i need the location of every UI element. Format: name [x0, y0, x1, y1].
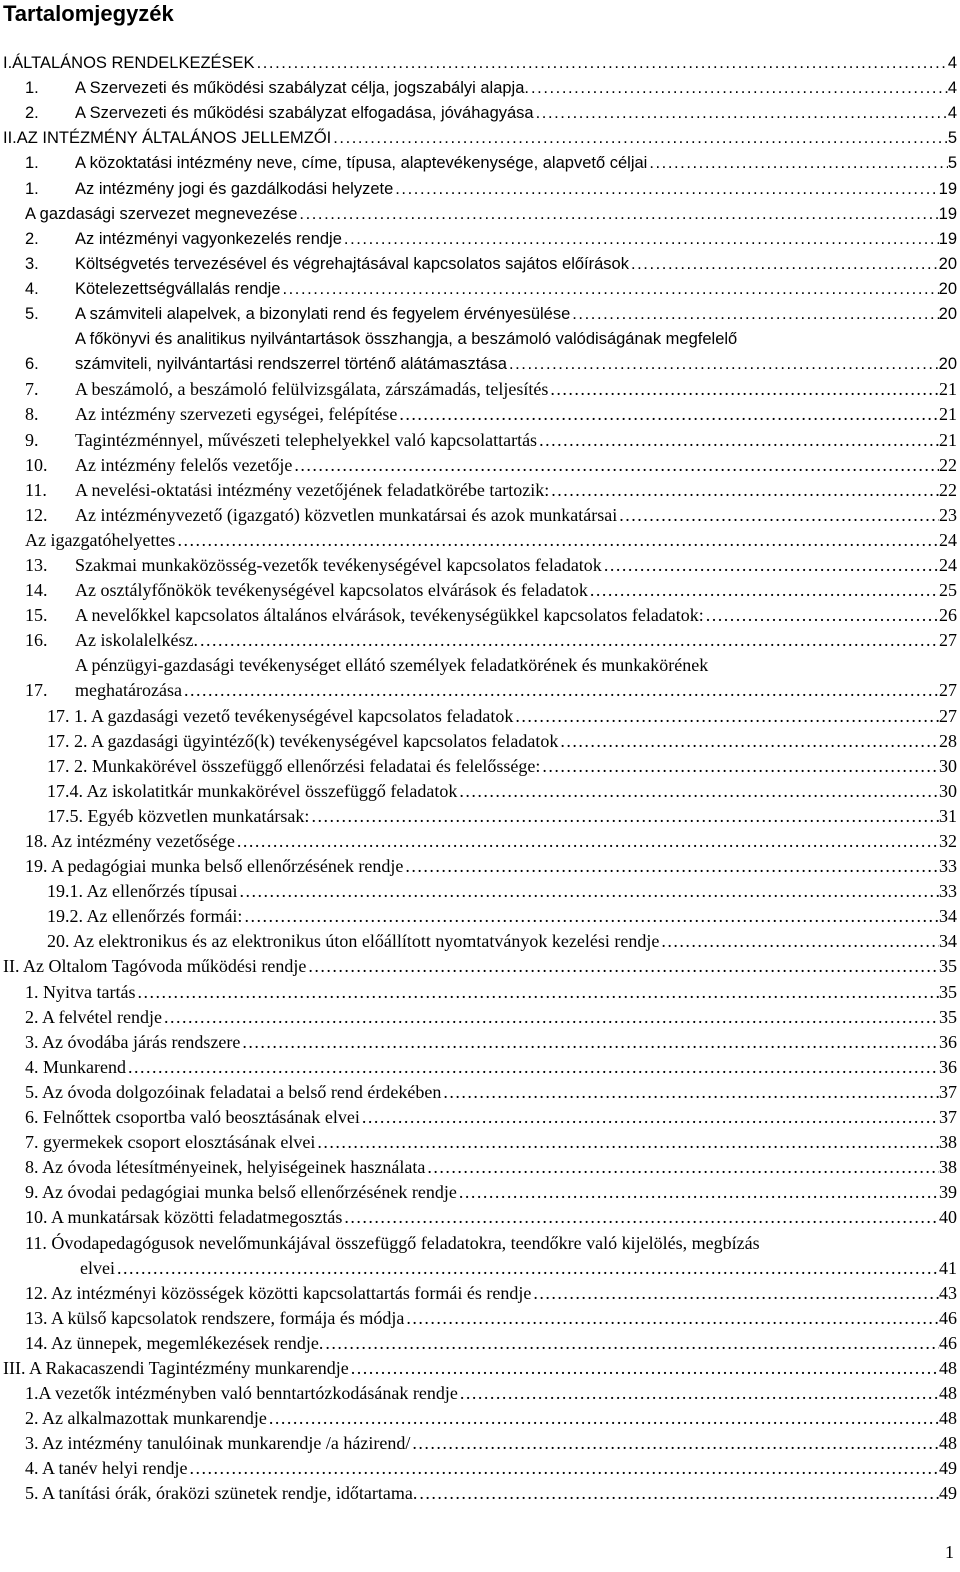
toc-entry[interactable] — [0, 703, 960, 728]
dot-leader — [309, 804, 939, 829]
toc-entry-page: 20 — [938, 279, 957, 298]
dot-leader — [513, 704, 939, 729]
toc-entry-text: A nevelőkkel kapcsolatos általános elvárások, tevékenységükkel kapcsolatos feladatok: — [75, 605, 704, 626]
toc-entry-page: 20 — [938, 254, 957, 273]
toc-entry-page: 36 — [939, 1056, 957, 1077]
toc-entry[interactable] — [0, 126, 960, 151]
toc-entry-text: 20. Az elektronikus és az elektronikus úton előállított nyomtatványok kezelési rendje — [47, 931, 660, 952]
toc-entry[interactable] — [0, 854, 960, 879]
toc-entry-text: A nevelési-oktatási intézmény vezetőjének feladatkörébe tartozik: — [75, 479, 550, 500]
toc-entry-page: 34 — [939, 931, 957, 952]
toc-entry-number: I. — [3, 54, 13, 73]
dot-leader — [537, 428, 939, 453]
toc-entry-number: 15. — [25, 605, 48, 626]
toc-entry-page: 23 — [939, 504, 957, 525]
toc-entry-number: 3. — [25, 254, 39, 273]
dot-leader — [588, 578, 939, 603]
dot-leader — [425, 1155, 939, 1180]
toc-entry-text: Az intézményvezető (igazgató) közvetlen munkatársai és azok munkatársai — [75, 504, 618, 525]
toc-entry-number: 11. — [25, 479, 47, 500]
toc-entry-page: 46 — [939, 1332, 957, 1353]
dot-leader — [659, 929, 939, 954]
dot-leader — [647, 151, 947, 176]
toc-entry-text: 1.A vezetők intézményben való benntartózkodásának rendje — [25, 1383, 458, 1404]
toc-entry-text: A közoktatási intézmény neve, címe, típusa, alaptevékenysége, alapvető céljai — [75, 154, 648, 173]
toc-entry-number: 6. — [25, 355, 39, 374]
toc-entry-text: Tagintézménnyel, művészeti telephelyekkel való kapcsolattartás — [75, 429, 538, 450]
toc-entry-page: 41 — [939, 1257, 957, 1278]
toc-entry-page: 20 — [938, 305, 957, 324]
dot-leader — [629, 252, 939, 277]
dot-leader — [323, 1331, 939, 1356]
toc-entry-page: 24 — [939, 529, 957, 550]
toc-entry-page: 21 — [939, 429, 957, 450]
dot-leader — [441, 1080, 939, 1105]
toc-entry-text: Kötelezettségvállalás rendje — [75, 279, 281, 298]
toc-entry-page: 28 — [939, 730, 957, 751]
toc-entry-number: 5. — [25, 305, 39, 324]
toc-entry-text: 18. Az intézmény vezetősége — [25, 831, 235, 851]
toc-entry[interactable] — [0, 553, 960, 578]
toc-entry[interactable] — [0, 528, 960, 553]
toc-entry[interactable] — [0, 427, 960, 452]
toc-entry-text: 3. Az intézmény tanulóinak munkarendje /a házirend/ — [25, 1433, 411, 1454]
toc-entry-page: 31 — [939, 805, 957, 826]
dot-leader — [529, 76, 948, 101]
dot-leader — [267, 1406, 939, 1431]
toc-entry-page: 4 — [947, 79, 957, 98]
toc-entry-text: 17. 2. Munkakörével összefüggő ellenőrzési feladatai és felelőssége: — [47, 755, 541, 776]
toc-entry-text: 2. Az alkalmazottak munkarendje — [25, 1408, 267, 1429]
toc-entry-text: 14. Az ünnepek, megemlékezések rendje. — [25, 1332, 324, 1353]
toc-entry[interactable] — [0, 804, 960, 829]
dot-leader — [534, 101, 948, 126]
toc-entry-text: A főkönyvi és analitikus nyilvántartások összhangja, a beszámoló valódiságának megfelelő — [75, 330, 738, 349]
toc-entry-text: 3. Az óvodába járás rendszere — [25, 1031, 241, 1052]
toc-entry-text: A számviteli alapelvek, a bizonylati rend és fegyelem érvényesülése — [75, 305, 571, 324]
toc-entry[interactable] — [0, 503, 960, 528]
toc-entry[interactable] — [0, 1180, 960, 1205]
dot-leader — [342, 227, 939, 252]
toc-entry-text-continued: meghatározása — [75, 680, 182, 701]
toc-entry[interactable] — [0, 729, 960, 754]
toc-entry-text: 17.5. Egyéb közvetlen munkatársak: — [47, 805, 310, 826]
toc-entry-page: 48 — [939, 1357, 957, 1378]
toc-entry[interactable] — [0, 176, 960, 201]
toc-entry-page: 19 — [938, 204, 957, 223]
toc-entry-text: Az igazgatóhelyettes — [25, 529, 176, 550]
dot-leader — [617, 503, 939, 528]
toc-entry-page: 35 — [939, 981, 957, 1002]
dot-leader — [292, 453, 939, 478]
toc-entry[interactable] — [0, 1155, 960, 1180]
dot-leader — [410, 1431, 939, 1456]
toc-entry-page: 34 — [939, 906, 957, 927]
toc-entry-page: 27 — [939, 680, 957, 701]
toc-entry[interactable] — [0, 1080, 960, 1105]
toc-entry-text: Az osztályfőnökök tevékenységével kapcsolatos elvárások és feladatok — [75, 580, 588, 601]
dot-leader — [507, 352, 939, 377]
toc-entry[interactable] — [0, 51, 960, 76]
toc-entry[interactable] — [0, 879, 960, 904]
toc-entry-number: 4. — [25, 279, 39, 298]
toc-entry-number: 9. — [25, 429, 39, 450]
toc-entry[interactable] — [0, 478, 960, 503]
toc-entry-number: 14. — [25, 580, 48, 601]
toc-entry[interactable] — [0, 1356, 960, 1381]
dot-leader — [403, 854, 939, 879]
dot-leader — [457, 779, 939, 804]
toc-entry-text: A beszámoló, a beszámoló felülvizsgálata, zárszámadás, teljesítés — [75, 379, 549, 400]
toc-entry-number: 16. — [25, 630, 48, 651]
dot-leader — [162, 1005, 939, 1030]
toc-entry[interactable] — [0, 578, 960, 603]
toc-entry-text: A Szervezeti és működési szabályzat elfogadása, jóváhagyása — [75, 104, 534, 123]
toc-entry[interactable] — [0, 151, 960, 176]
dot-leader — [531, 1281, 939, 1306]
toc-list — [0, 51, 960, 1506]
toc-entry[interactable] — [0, 829, 960, 854]
toc-entry-number: 1. — [25, 154, 39, 173]
dot-leader — [126, 1055, 939, 1080]
toc-entry-page: 27 — [939, 705, 957, 726]
toc-entry-number: 2. — [25, 229, 39, 248]
dot-leader — [187, 1456, 939, 1481]
dot-leader — [280, 277, 938, 302]
toc-entry-text: AZ INTÉZMÉNY ÁLTALÁNOS JELLEMZŐI — [16, 129, 332, 148]
toc-entry[interactable] — [0, 1230, 960, 1280]
toc-entry[interactable] — [0, 101, 960, 126]
toc-entry[interactable] — [0, 954, 960, 979]
toc-entry[interactable] — [0, 1331, 960, 1356]
dot-leader — [198, 628, 939, 653]
toc-entry-text: 17. 1. A gazdasági vezető tevékenységével kapcsolatos feladatok — [47, 705, 514, 726]
toc-entry-text: 17.4. Az iskolatitkár munkakörével összefüggő feladatok — [47, 780, 458, 801]
dot-leader — [417, 1481, 939, 1506]
toc-entry[interactable] — [0, 76, 960, 101]
dot-leader — [255, 51, 948, 76]
toc-entry-text: A pénzügyi-gazdasági tevékenységet ellátó személyek feladatkörének és munkakörének — [75, 655, 709, 676]
toc-entry[interactable] — [0, 1456, 960, 1481]
toc-entry[interactable] — [0, 979, 960, 1004]
toc-entry-text: 19.2. Az ellenőrzés formái: — [47, 906, 243, 927]
toc-entry-page: 48 — [939, 1433, 957, 1454]
toc-entry-page: 22 — [939, 479, 957, 500]
toc-entry-page: 46 — [939, 1307, 957, 1328]
toc-entry-page: 33 — [939, 881, 957, 902]
toc-entry[interactable] — [0, 402, 960, 427]
toc-entry-page: 30 — [939, 755, 957, 776]
toc-entry-text: 5. Az óvoda dolgozóinak feladatai a belső rend érdekében — [25, 1081, 442, 1102]
dot-leader — [240, 1030, 939, 1055]
dot-leader — [242, 904, 939, 929]
toc-entry-page: 4 — [947, 104, 957, 123]
toc-entry-page: 35 — [939, 1006, 957, 1027]
toc-entry-text: 11. Óvodapedagógusok nevelőmunkájával összefüggő feladatokra, teendőkre való kijelölés, megbízás — [25, 1232, 760, 1253]
toc-entry-text-continued: számviteli, nyilvántartási rendszerrel történő alátámasztása — [75, 355, 507, 374]
toc-entry[interactable] — [0, 1055, 960, 1080]
dot-leader — [175, 528, 939, 553]
toc-entry[interactable] — [0, 1005, 960, 1030]
toc-entry-text: Költségvetés tervezésével és végrehajtásával kapcsolatos sajátos előírások — [75, 254, 629, 273]
dot-leader — [182, 678, 939, 703]
toc-title: Tartalomjegyzék — [3, 1, 174, 26]
toc-entry-text: ÁLTALÁNOS RENDELKEZÉSEK — [12, 54, 255, 73]
dot-leader — [237, 879, 939, 904]
toc-entry-number: 12. — [25, 504, 48, 525]
toc-entry-page: 27 — [939, 630, 957, 651]
toc-entry[interactable] — [0, 227, 960, 252]
dot-leader — [558, 729, 939, 754]
toc-entry-text: 8. Az óvoda létesítményeinek, helyiségeinek használata — [25, 1157, 426, 1178]
dot-leader — [570, 302, 938, 327]
toc-entry-page: 43 — [939, 1282, 957, 1303]
toc-entry-page: 48 — [939, 1383, 957, 1404]
toc-entry-page: 37 — [939, 1107, 957, 1128]
toc-entry-page: 38 — [939, 1132, 957, 1153]
toc-entry[interactable] — [0, 904, 960, 929]
toc-entry[interactable] — [0, 453, 960, 478]
toc-entry[interactable] — [0, 1105, 960, 1130]
toc-entry-number: 10. — [25, 454, 48, 475]
toc-entry-number: 17. — [25, 680, 48, 701]
toc-entry[interactable] — [0, 929, 960, 954]
toc-entry-number: 13. — [25, 554, 48, 575]
toc-entry-page: 26 — [939, 605, 957, 626]
dot-leader — [458, 1381, 939, 1406]
toc-entry-page: 20 — [938, 355, 957, 374]
toc-entry-text: A gazdasági szervezet megnevezése — [25, 204, 298, 223]
toc-entry-page: 25 — [939, 580, 957, 601]
dot-leader — [404, 1306, 939, 1331]
toc-entry-number: 1. — [25, 79, 39, 98]
toc-entry[interactable] — [0, 377, 960, 402]
dot-leader — [549, 478, 939, 503]
toc-entry-text: 6. Felnőttek csoportba való beosztásának elvei — [25, 1107, 360, 1128]
toc-entry[interactable] — [0, 202, 960, 227]
toc-entry-number: II. — [3, 129, 17, 148]
toc-entry-text: Az intézmény szervezeti egységei, felépítése — [75, 404, 398, 425]
toc-entry-page: 33 — [939, 856, 957, 877]
toc-entry-page: 39 — [939, 1182, 957, 1203]
toc-entry-text: 1. Nyitva tartás — [25, 981, 136, 1002]
toc-entry-page: 30 — [939, 780, 957, 801]
toc-entry-text: 13. A külső kapcsolatok rendszere, formája és módja — [25, 1307, 405, 1328]
dot-leader — [393, 177, 938, 202]
toc-entry-text: 9. Az óvodai pedagógiai munka belső ellenőrzésének rendje — [25, 1182, 457, 1203]
toc-entry[interactable] — [0, 628, 960, 653]
toc-entry-text: 12. Az intézményi közösségek közötti kapcsolattartás formái és rendje — [25, 1282, 532, 1303]
toc-entry[interactable] — [0, 252, 960, 277]
toc-entry[interactable] — [0, 1381, 960, 1406]
toc-entry-page: 19 — [938, 229, 957, 248]
toc-entry-text: 10. A munkatársak közötti feladatmegosztás — [25, 1207, 343, 1228]
dot-leader — [331, 126, 948, 151]
toc-entry[interactable] — [0, 302, 960, 327]
toc-entry-text: 5. A tanítási órák, óraközi szünetek rendje, időtartama. — [25, 1483, 418, 1504]
toc-entry-page: 36 — [939, 1031, 957, 1052]
toc-entry-text: 7. gyermekek csoport elosztásának elvei — [25, 1132, 316, 1153]
toc-entry-page: 32 — [939, 831, 957, 851]
toc-entry-page: 49 — [939, 1483, 957, 1504]
toc-entry-text: 4. Munkarend — [25, 1056, 126, 1077]
toc-entry[interactable] — [0, 1281, 960, 1306]
toc-entry-text: 17. 2. A gazdasági ügyintéző(k) tevékenységével kapcsolatos feladatok — [47, 730, 559, 751]
page-number: 1 — [945, 1542, 954, 1562]
dot-leader — [306, 954, 939, 979]
toc-entry[interactable] — [0, 327, 960, 377]
toc-entry[interactable] — [0, 754, 960, 779]
toc-entry-text: Az iskolalelkész. — [75, 630, 198, 651]
dot-leader — [397, 402, 939, 427]
toc-entry-text: Az intézményi vagyonkezelés rendje — [75, 229, 342, 248]
toc-entry[interactable] — [0, 779, 960, 804]
toc-entry[interactable] — [0, 1431, 960, 1456]
toc-entry-page: 48 — [939, 1408, 957, 1429]
toc-entry-number: 2. — [25, 104, 39, 123]
toc-entry-page: 24 — [939, 554, 957, 575]
toc-entry[interactable] — [0, 1481, 960, 1506]
dot-leader — [457, 1180, 939, 1205]
toc-entry-page: 4 — [947, 54, 957, 73]
toc-entry[interactable] — [0, 1406, 960, 1431]
toc-entry[interactable] — [0, 1205, 960, 1230]
toc-entry-page: 40 — [939, 1207, 957, 1228]
dot-leader — [297, 202, 938, 227]
dot-leader — [135, 980, 939, 1005]
dot-leader — [360, 1105, 939, 1130]
toc-entry-text: 4. A tanév helyi rendje — [25, 1458, 188, 1479]
toc-entry-text: Szakmai munkaközösség-vezetők tevékenységével kapcsolatos feladatok — [75, 554, 602, 575]
toc-entry-text: A Szervezeti és működési szabályzat célja, jogszabályi alapja. — [75, 79, 529, 98]
toc-entry-number: 8. — [25, 404, 39, 425]
toc-entry-page: 21 — [939, 404, 957, 425]
toc-entry[interactable] — [0, 1030, 960, 1055]
toc-entry[interactable] — [0, 653, 960, 703]
dot-leader — [115, 1256, 939, 1281]
toc-entry-text: Az intézmény jogi és gazdálkodási helyzete — [75, 179, 394, 198]
dot-leader — [315, 1130, 939, 1155]
toc-entry-page: 21 — [939, 379, 957, 400]
toc-entry[interactable] — [0, 277, 960, 302]
dot-leader — [602, 553, 939, 578]
toc-entry-page: 22 — [939, 454, 957, 475]
toc-entry[interactable] — [0, 1130, 960, 1155]
toc-entry-page: 37 — [939, 1081, 957, 1102]
toc-entry-text: 19.1. Az ellenőrzés típusai — [47, 881, 238, 902]
toc-entry-page: 5 — [947, 129, 957, 148]
toc-entry-text: 2. A felvétel rendje — [25, 1006, 162, 1027]
toc-entry[interactable] — [0, 603, 960, 628]
toc-entry-page: 38 — [939, 1157, 957, 1178]
toc-entry-text: Az intézmény felelős vezetője — [75, 454, 293, 475]
dot-leader — [540, 754, 939, 779]
dot-leader — [704, 603, 939, 628]
toc-entry-page: 49 — [939, 1458, 957, 1479]
toc-entry-number: 7. — [25, 379, 39, 400]
toc-entry-number: 1. — [25, 179, 39, 198]
dot-leader — [548, 377, 939, 402]
toc-entry-text-continued: elvei — [80, 1257, 115, 1278]
dot-leader — [349, 1356, 939, 1381]
toc-entry-page: 35 — [939, 956, 957, 977]
toc-entry-text: II. Az Oltalom Tagóvoda működési rendje — [3, 956, 307, 977]
toc-entry-page: 19 — [938, 179, 957, 198]
dot-leader — [235, 829, 939, 854]
toc-entry-text: III. A Rakacaszendi Tagintézmény munkarendje — [3, 1357, 349, 1378]
toc-entry-page: 5 — [947, 154, 957, 173]
toc-entry[interactable] — [0, 1306, 960, 1331]
dot-leader — [342, 1205, 939, 1230]
toc-entry-text: 19. A pedagógiai munka belső ellenőrzésének rendje — [25, 856, 404, 877]
